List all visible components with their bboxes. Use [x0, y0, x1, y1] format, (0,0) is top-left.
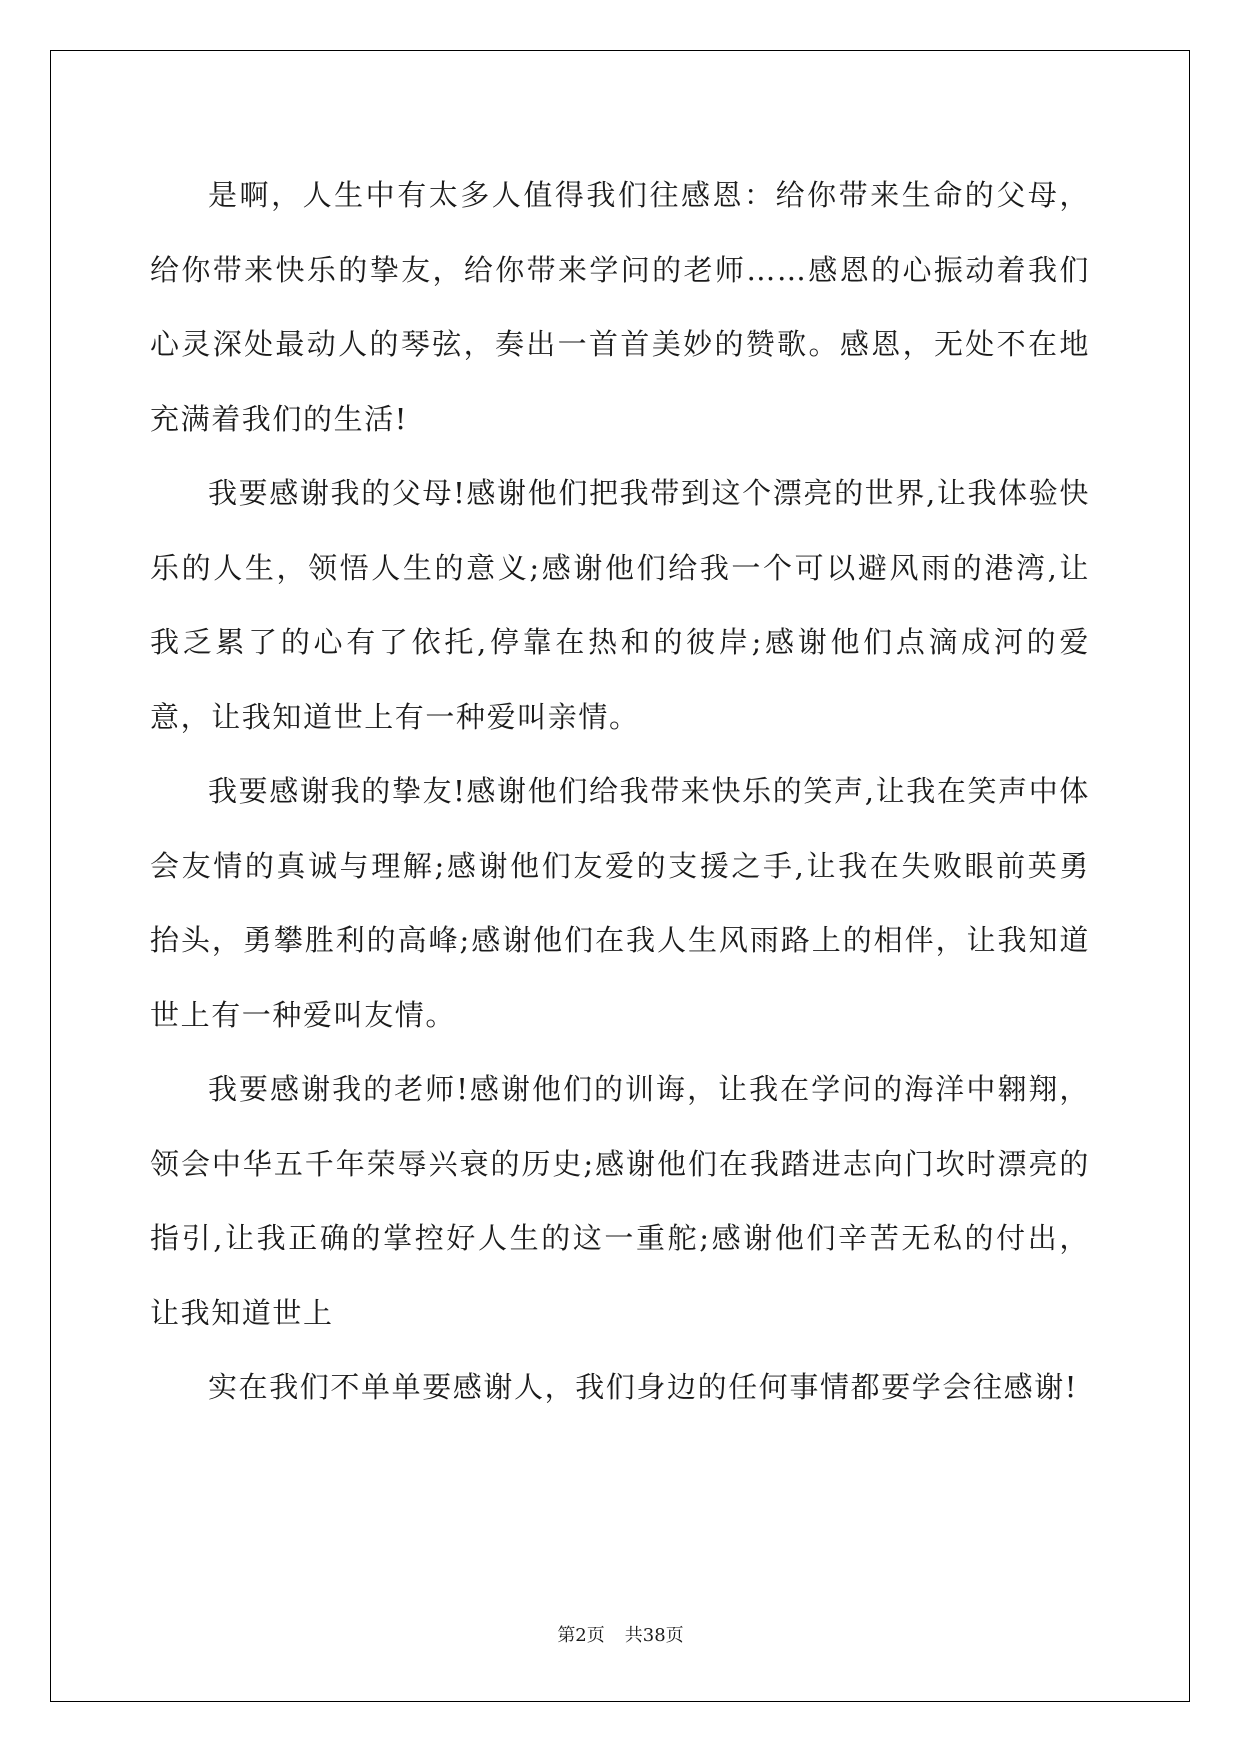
paragraph-thank-friends: 我要感谢我的挚友!感谢他们给我带来快乐的笑声,让我在笑声中体会友情的真诚与理解;感谢他们友爱的支援之手,让我在失败眼前英勇抬头，勇攀胜利的高峰;感谢他们在我人生风雨路上的相伴，让我知道世上有一种爱叫友情。	[150, 774, 1090, 1032]
page-footer	[0, 1621, 1241, 1647]
page-number: 第2页	[557, 1625, 605, 1646]
paragraph-gratitude-intro: 是啊，人生中有太多人值得我们往感恩：给你带来生命的父母，给你带来快乐的挚友，给你带来学问的老师……感恩的心振动着我们心灵深处最动人的琴弦，奏出一首首美妙的赞歌。感恩，无处不在地充满着我们的生活!	[150, 178, 1090, 436]
total-pages: 共38页	[624, 1625, 684, 1646]
paragraph-thank-teachers: 我要感谢我的老师!感谢他们的训诲，让我在学问的海洋中翱翔，领会中华五千年荣辱兴衰的历史;感谢他们在我踏进志向门坎时漂亮的指引,让我正确的掌控好人生的这一重舵;感谢他们辛苦无私的付出，让我知道世上	[150, 1072, 1090, 1330]
paragraph-thank-parents: 我要感谢我的父母!感谢他们把我带到这个漂亮的世界,让我体验快乐的人生，领悟人生的意义;感谢他们给我一个可以避风雨的港湾,让我乏累了的心有了依托,停靠在热和的彼岸;感谢他们点滴成河的爱意，让我知道世上有一种爱叫亲情。	[150, 476, 1090, 734]
document-body	[150, 158, 1090, 1425]
paragraph-thank-everything: 实在我们不单单要感谢人，我们身边的任何事情都要学会往感谢!	[208, 1370, 1079, 1404]
